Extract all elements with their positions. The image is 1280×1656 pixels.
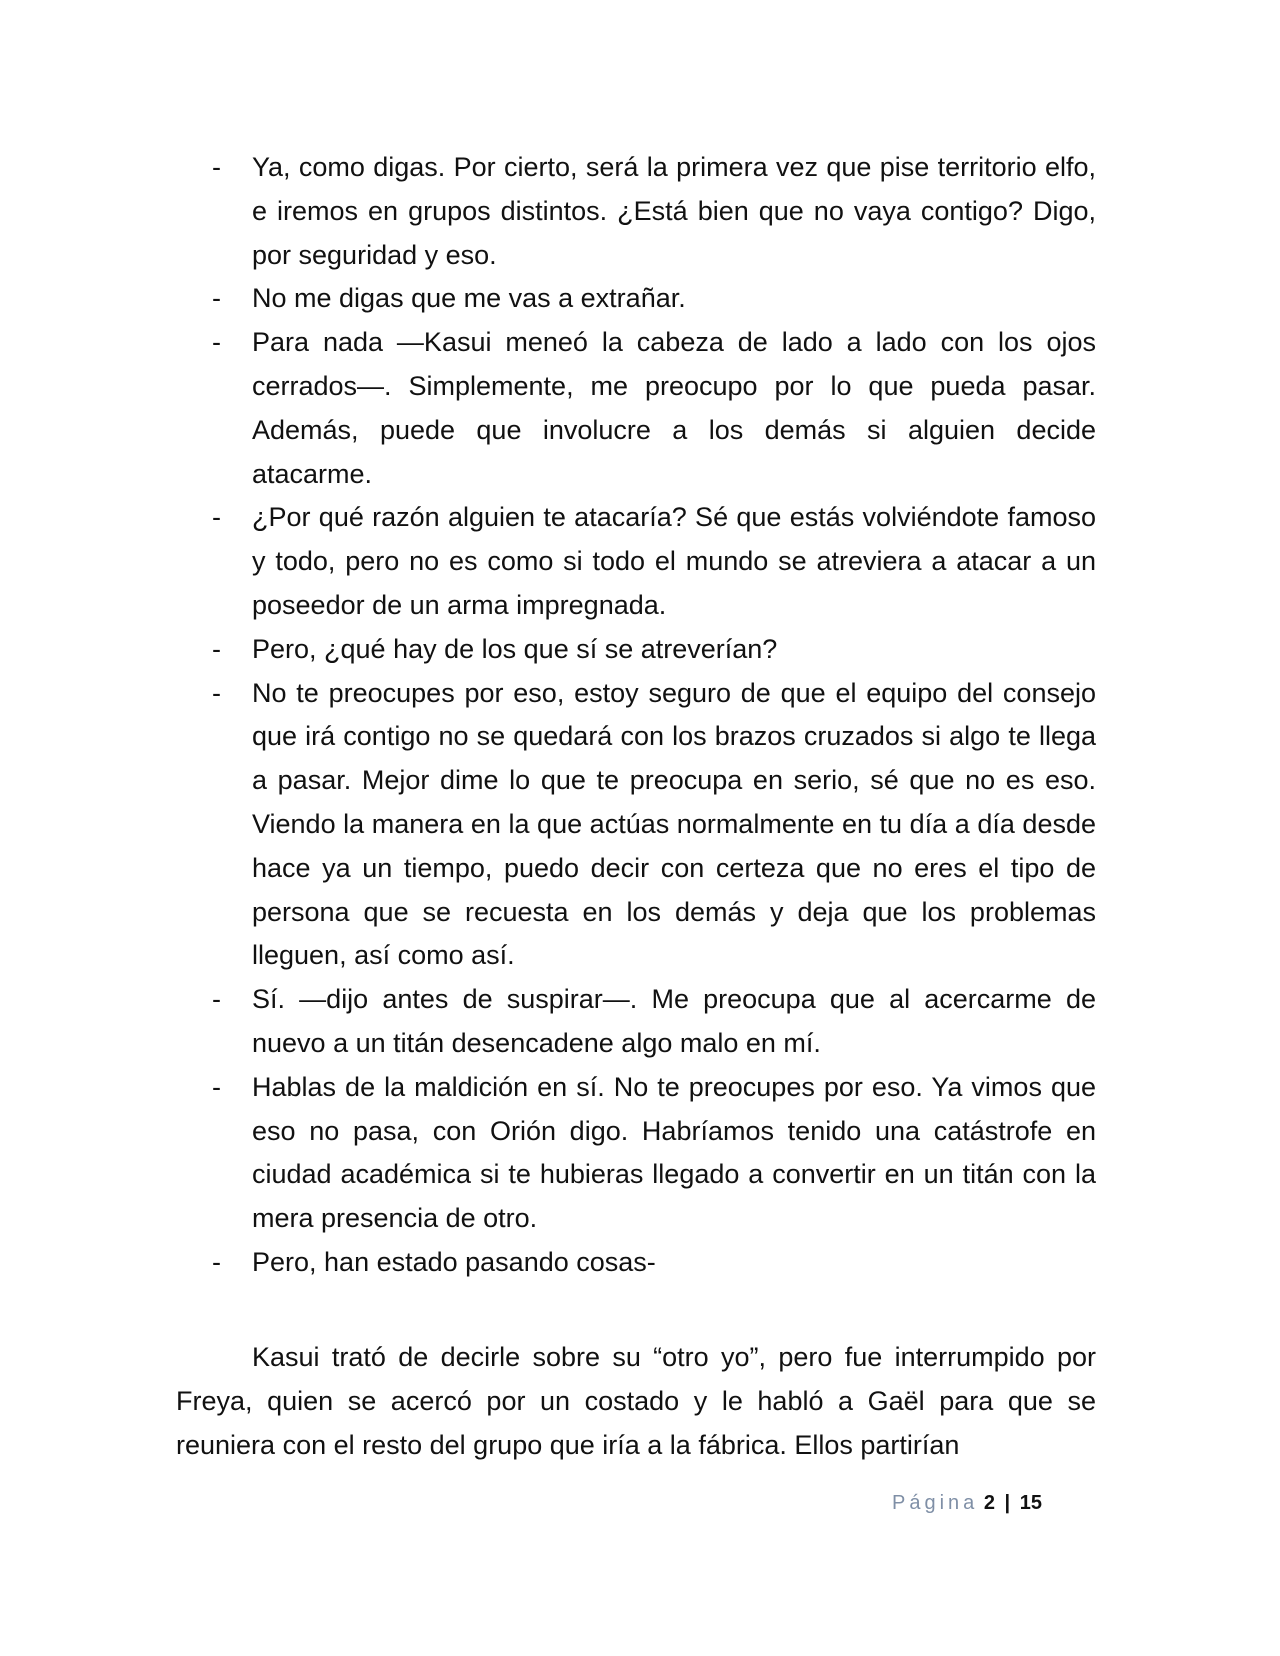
dialogue-text: Ya, como digas. Por cierto, será la primera vez que pise territorio elfo, e iremos en grupos distintos. ¿Está bien que no vaya contigo? Digo, por seguridad y eso. bbox=[252, 152, 1096, 270]
dialogue-line bbox=[176, 496, 1096, 627]
dialogue-line bbox=[176, 978, 1096, 1066]
dialogue-line bbox=[176, 146, 1096, 277]
dialogue-text: Para nada —Kasui meneó la cabeza de lado a lado con los ojos cerrados—. Simplemente, me preocupo por lo que pueda pasar. Además, puede que involucre a los demás si alguien decide atacarme. bbox=[252, 327, 1096, 489]
narration-paragraph: Kasui trató de decirle sobre su “otro yo”, pero fue interrumpido por Freya, quien se acercó por un costado y le habló a Gaël para que se reuniera con el resto del grupo que iría a la fábrica. Ellos partirían bbox=[176, 1342, 1096, 1460]
dialogue-dash: - bbox=[212, 633, 221, 664]
dialogue-dash: - bbox=[212, 677, 221, 708]
dialogue-text: Sí. —dijo antes de suspirar—. Me preocupa que al acercarme de nuevo a un titán desencadene algo malo en mí. bbox=[252, 984, 1096, 1058]
dialogue-dash: - bbox=[212, 1246, 221, 1277]
dialogue-line bbox=[176, 277, 1096, 321]
dialogue-line bbox=[176, 1066, 1096, 1241]
page-label: Página bbox=[892, 1492, 979, 1514]
page-number: 2 bbox=[983, 1492, 995, 1514]
dialogue-text: Hablas de la maldición en sí. No te preocupes por eso. Ya vimos que eso no pasa, con Orión digo. Habríamos tenido una catástrofe en ciudad académica si te hubieras llegado a convertir en un titán con la mera presencia de otro. bbox=[252, 1071, 1096, 1234]
dialogue-line bbox=[176, 1241, 1096, 1285]
dialogue-line bbox=[176, 672, 1096, 979]
dialogue-dash: - bbox=[212, 502, 221, 533]
dialogue-list bbox=[176, 146, 1096, 1285]
dialogue-dash: - bbox=[212, 283, 221, 314]
dialogue-dash: - bbox=[212, 984, 221, 1015]
dialogue-line bbox=[176, 321, 1096, 496]
dialogue-text: No me digas que me vas a extrañar. bbox=[252, 283, 686, 314]
dialogue-text: No te preocupes por eso, estoy seguro de que el equipo del consejo que irá contigo no se quedará con los brazos cruzados si algo te llega a pasar. Mejor dime lo que te preocupa en serio, sé que no es eso. Viendo la manera en la que actúas normalmente en tu día a día desde hace ya un tiempo, puedo decir con certeza que no eres el tipo de persona que se recuesta en los demás y deja que los problemas lleguen, así como así. bbox=[252, 677, 1096, 971]
page-footer bbox=[892, 1489, 1042, 1517]
dialogue-text: Pero, ¿qué hay de los que sí se atreverían? bbox=[252, 633, 778, 664]
dialogue-dash: - bbox=[212, 327, 221, 358]
page-separator: | bbox=[1004, 1492, 1011, 1514]
page-total: 15 bbox=[1019, 1492, 1042, 1514]
dialogue-line bbox=[176, 628, 1096, 672]
dialogue-text: Pero, han estado pasando cosas- bbox=[252, 1246, 656, 1277]
dialogue-dash: - bbox=[212, 1071, 221, 1102]
dialogue-text: ¿Por qué razón alguien te atacaría? Sé que estás volviéndote famoso y todo, pero no es como si todo el mundo se atreviera a atacar a un poseedor de un arma impregnada. bbox=[252, 502, 1096, 620]
dialogue-dash: - bbox=[212, 152, 221, 182]
